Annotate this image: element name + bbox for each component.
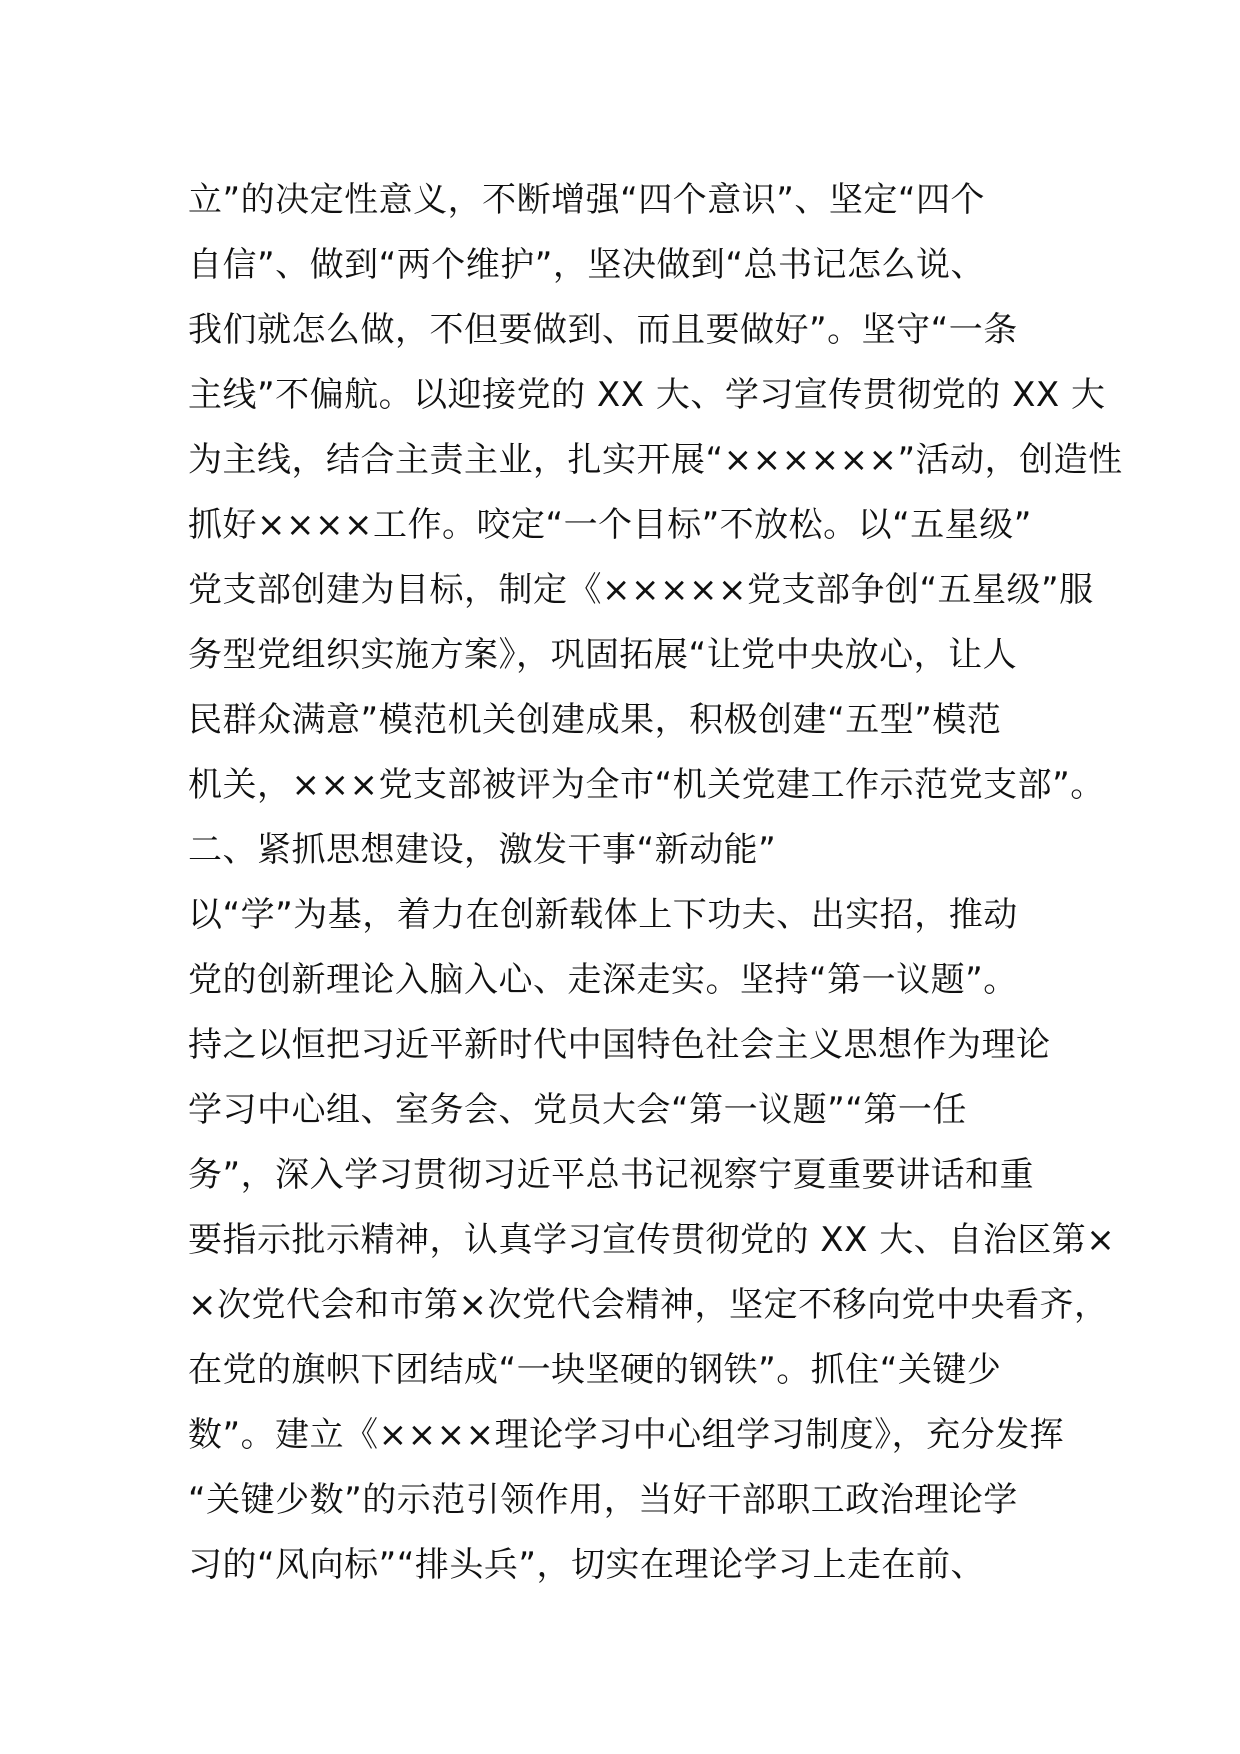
text-line: 主线”不偏航。以迎接党的 XX 大、学习宣传贯彻党的 XX 大 (188, 375, 1106, 415)
document-body (188, 168, 1123, 1598)
text-line: ×次党代会和市第×次党代会精神，坚定不移向党中央看齐， (188, 1285, 1109, 1325)
text-line: 以“学”为基，着力在创新载体上下功夫、出实招，推动 (188, 895, 1018, 935)
text-line: “关键少数”的示范引领作用，当好干部职工政治理论学 (188, 1480, 1018, 1520)
text-line: 民群众满意”模范机关创建成果，积极创建“五型”模范 (188, 700, 1002, 740)
text-line: 要指示批示精神，认真学习宣传贯彻党的 XX 大、自治区第× (188, 1220, 1116, 1260)
section-heading: 二、紧抓思想建设，激发干事“新动能” (188, 830, 777, 870)
text-line: 在党的旗帜下团结成“一块坚硬的钢铁”。抓住“关键少 (188, 1350, 1002, 1390)
text-line: 务型党组织实施方案》，巩固拓展“让党中央放心，让人 (188, 635, 1018, 675)
text-line: 立”的决定性意义，不断增强“四个意识”、坚定“四个 (188, 180, 985, 220)
text-line: 为主线，结合主责主业，扎实开展“××××××”活动，创造性 (188, 440, 1123, 480)
text-line: 自信”、做到“两个维护”，坚决做到“总书记怎么说、 (188, 245, 985, 285)
text-line: 抓好××××工作。咬定“一个目标”不放松。以“五星级” (188, 505, 1032, 545)
text-line: 我们就怎么做，不但要做到、而且要做好”。坚守“一条 (188, 310, 1018, 350)
text-line: 党的创新理论入脑入心、走深走实。坚持“第一议题”。 (188, 960, 1018, 1000)
text-line: 数”。建立《××××理论学习中心组学习制度》，充分发挥 (188, 1415, 1065, 1455)
text-line: 学习中心组、室务会、党员大会“第一议题”“第一任 (188, 1090, 967, 1130)
text-line: 务”，深入学习贯彻习近平总书记视察宁夏重要讲话和重 (188, 1155, 1035, 1195)
text-line: 机关，×××党支部被评为全市“机关党建工作示范党支部”。 (188, 765, 1105, 805)
text-line: 习的“风向标”“排头兵”，切实在理论学习上走在前、 (188, 1545, 985, 1585)
text-line: 持之以恒把习近平新时代中国特色社会主义思想作为理论 (188, 1025, 1051, 1065)
text-line: 党支部创建为目标，制定《×××××党支部争创“五星级”服 (188, 570, 1094, 610)
